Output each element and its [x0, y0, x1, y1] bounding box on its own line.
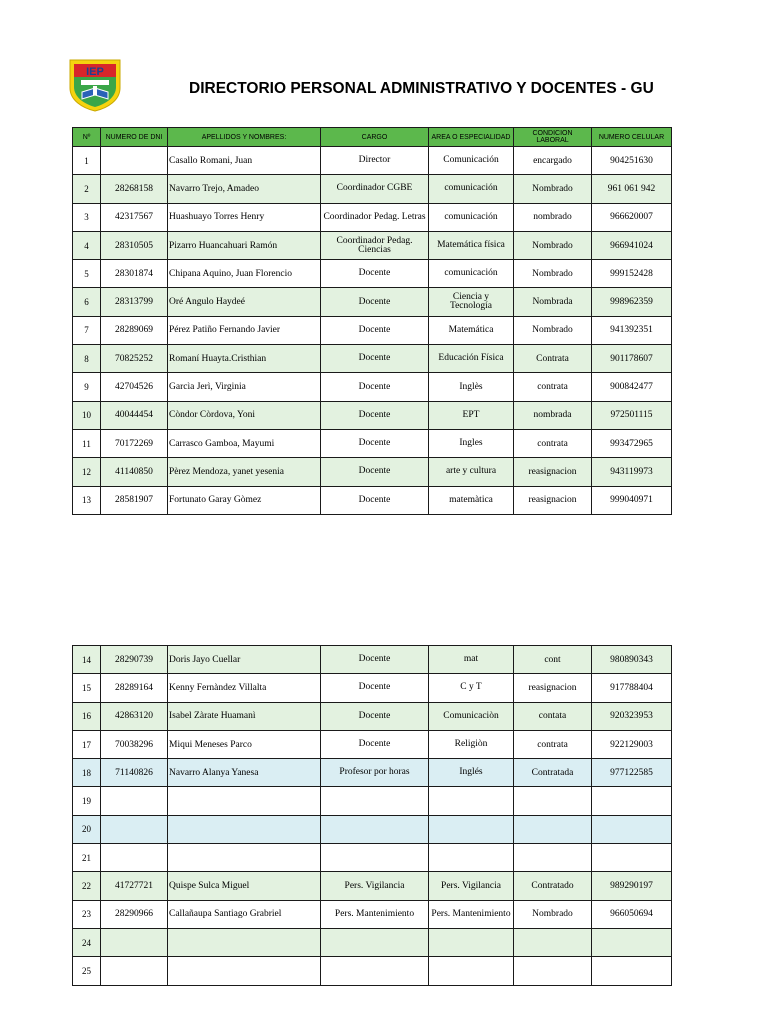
cell-area — [429, 928, 514, 956]
header-area: AREA O ESPECIALIDAD — [429, 128, 514, 147]
cell-dni: 28310505 — [101, 231, 168, 259]
cell-condicion: reasignacion — [514, 486, 592, 514]
cell-cargo: Docente — [321, 486, 429, 514]
cell-dni — [101, 844, 168, 872]
cell-dni: 28581907 — [101, 486, 168, 514]
table-row — [73, 260, 672, 288]
cell-celular: 972501115 — [592, 401, 672, 429]
cell-condicion: nombrado — [514, 203, 592, 231]
cell-dni — [101, 957, 168, 985]
cell-area: Comunicaciòn — [429, 702, 514, 730]
cell-cargo: Pers. Mantenimiento — [321, 900, 429, 928]
table-row — [73, 674, 672, 702]
cell-condicion — [514, 787, 592, 815]
cell-area: comunicación — [429, 260, 514, 288]
cell-cargo: Docente — [321, 288, 429, 316]
cell-area: Matemática física — [429, 231, 514, 259]
cell-nro: 3 — [73, 203, 101, 231]
cell-dni: 28290966 — [101, 900, 168, 928]
cell-nro: 16 — [73, 702, 101, 730]
cell-condicion: nombrada — [514, 401, 592, 429]
cell-name: Pizarro Huancahuari Ramón — [168, 231, 321, 259]
cell-celular: 920323953 — [592, 702, 672, 730]
cell-dni: 28290739 — [101, 646, 168, 674]
cell-nro: 18 — [73, 759, 101, 787]
cell-dni: 42863120 — [101, 702, 168, 730]
school-logo — [66, 56, 124, 112]
cell-cargo — [321, 815, 429, 843]
cell-cargo: Coordinador Pedag. Letras — [321, 203, 429, 231]
cell-celular: 904251630 — [592, 147, 672, 175]
header-nro: Nº — [73, 128, 101, 147]
cell-nro: 15 — [73, 674, 101, 702]
cell-name — [168, 957, 321, 985]
cell-nro: 5 — [73, 260, 101, 288]
cell-area: Ciencia y Tecnología — [429, 288, 514, 316]
cell-area: comunicación — [429, 203, 514, 231]
cell-area — [429, 844, 514, 872]
table-row — [73, 429, 672, 457]
cell-condicion: contrata — [514, 373, 592, 401]
cell-dni: 40044454 — [101, 401, 168, 429]
cell-cargo: Docente — [321, 646, 429, 674]
cell-area — [429, 815, 514, 843]
table-row — [73, 900, 672, 928]
cell-name — [168, 928, 321, 956]
cell-name: Callañaupa Santiago Grabriel — [168, 900, 321, 928]
cell-dni — [101, 815, 168, 843]
table-row — [73, 373, 672, 401]
cell-area: Inglés — [429, 759, 514, 787]
staff-table-continued — [72, 645, 672, 986]
table-row — [73, 231, 672, 259]
table-row — [73, 957, 672, 985]
header-cargo: CARGO — [321, 128, 429, 147]
table-row — [73, 175, 672, 203]
cell-name — [168, 787, 321, 815]
cell-name: Navarro Alanya Yanesa — [168, 759, 321, 787]
cell-celular — [592, 957, 672, 985]
cell-celular: 989290197 — [592, 872, 672, 900]
cell-cargo: Pers. Vigilancia — [321, 872, 429, 900]
cell-celular: 977122585 — [592, 759, 672, 787]
cell-dni: 42317567 — [101, 203, 168, 231]
cell-name — [168, 844, 321, 872]
cell-nro: 13 — [73, 486, 101, 514]
cell-celular: 941392351 — [592, 316, 672, 344]
cell-cargo: Director — [321, 147, 429, 175]
cell-name: Romaní Huayta.Cristhian — [168, 345, 321, 373]
cell-cargo — [321, 957, 429, 985]
cell-condicion: Nombrado — [514, 175, 592, 203]
cell-celular: 999040971 — [592, 486, 672, 514]
cell-celular: 901178607 — [592, 345, 672, 373]
cell-condicion: contrata — [514, 429, 592, 457]
cell-dni: 71140826 — [101, 759, 168, 787]
cell-name: Doris Jayo Cuellar — [168, 646, 321, 674]
cell-celular: 966941024 — [592, 231, 672, 259]
cell-nro: 11 — [73, 429, 101, 457]
cell-cargo — [321, 928, 429, 956]
cell-condicion: Nombrado — [514, 900, 592, 928]
cell-area: matemàtica — [429, 486, 514, 514]
page-title: DIRECTORIO PERSONAL ADMINISTRATIVO Y DOCENTES - GU — [189, 80, 654, 97]
cell-celular: 966620007 — [592, 203, 672, 231]
cell-nro: 4 — [73, 231, 101, 259]
cell-dni: 28289164 — [101, 674, 168, 702]
cell-area: Ingles — [429, 429, 514, 457]
cell-nro: 20 — [73, 815, 101, 843]
cell-name: Fortunato Garay Gòmez — [168, 486, 321, 514]
cell-cargo: Coordinador CGBE — [321, 175, 429, 203]
cell-name: Oré Angulo Haydeé — [168, 288, 321, 316]
cell-nro: 19 — [73, 787, 101, 815]
cell-name: Navarro Trejo, Amadeo — [168, 175, 321, 203]
cell-condicion: reasignacion — [514, 458, 592, 486]
cell-celular: 993472965 — [592, 429, 672, 457]
cell-condicion: Nombrado — [514, 260, 592, 288]
table-row — [73, 458, 672, 486]
cell-name: Kenny Fernàndez Villalta — [168, 674, 321, 702]
cell-name: Huashuayo Torres Henry — [168, 203, 321, 231]
cell-condicion: Nombrada — [514, 288, 592, 316]
cell-name: Quispe Sulca Miguel — [168, 872, 321, 900]
cell-celular — [592, 787, 672, 815]
header-celular: NUMERO CELULAR — [592, 128, 672, 147]
cell-dni: 28301874 — [101, 260, 168, 288]
cell-celular — [592, 815, 672, 843]
cell-nro: 9 — [73, 373, 101, 401]
cell-condicion — [514, 957, 592, 985]
cell-celular: 998962359 — [592, 288, 672, 316]
cell-condicion: cont — [514, 646, 592, 674]
cell-dni: 28313799 — [101, 288, 168, 316]
table-row — [73, 730, 672, 758]
cell-nro: 24 — [73, 928, 101, 956]
table-row — [73, 316, 672, 344]
cell-area — [429, 957, 514, 985]
cell-name: Pérez Patiño Fernando Javier — [168, 316, 321, 344]
cell-condicion — [514, 844, 592, 872]
table-row — [73, 646, 672, 674]
cell-nro: 14 — [73, 646, 101, 674]
cell-nro: 1 — [73, 147, 101, 175]
cell-nro: 6 — [73, 288, 101, 316]
table-row — [73, 872, 672, 900]
cell-celular: 922129003 — [592, 730, 672, 758]
cell-name: Chipana Aquino, Juan Florencio — [168, 260, 321, 288]
cell-condicion: contata — [514, 702, 592, 730]
cell-cargo: Docente — [321, 401, 429, 429]
cell-dni: 41727721 — [101, 872, 168, 900]
table-row — [73, 147, 672, 175]
cell-dni: 28268158 — [101, 175, 168, 203]
cell-name: Carrasco Gamboa, Mayumi — [168, 429, 321, 457]
staff-table — [72, 127, 672, 515]
cell-area: Inglès — [429, 373, 514, 401]
cell-nro: 23 — [73, 900, 101, 928]
cell-name — [168, 815, 321, 843]
cell-dni — [101, 147, 168, 175]
cell-nro: 7 — [73, 316, 101, 344]
cell-area: Comunicación — [429, 147, 514, 175]
table-row — [73, 345, 672, 373]
cell-name: Pèrez Mendoza, yanet yesenia — [168, 458, 321, 486]
cell-nro: 8 — [73, 345, 101, 373]
cell-area: Pers. Mantenimiento — [429, 900, 514, 928]
cell-area: Educación Física — [429, 345, 514, 373]
cell-nro: 21 — [73, 844, 101, 872]
table-row — [73, 486, 672, 514]
cell-cargo: Docente — [321, 373, 429, 401]
cell-dni — [101, 928, 168, 956]
cell-name: Casallo Romani, Juan — [168, 147, 321, 175]
cell-cargo: Docente — [321, 345, 429, 373]
cell-dni: 42704526 — [101, 373, 168, 401]
cell-condicion — [514, 928, 592, 956]
cell-nro: 25 — [73, 957, 101, 985]
header-condicion: CONDICION LABORAL — [514, 128, 592, 147]
cell-area: C y T — [429, 674, 514, 702]
cell-celular: 917788404 — [592, 674, 672, 702]
cell-condicion: Contratada — [514, 759, 592, 787]
cell-nro: 17 — [73, 730, 101, 758]
cell-condicion: Contratado — [514, 872, 592, 900]
cell-cargo: Docente — [321, 702, 429, 730]
cell-dni: 41140850 — [101, 458, 168, 486]
cell-name: Garcìa Jerì, Virginia — [168, 373, 321, 401]
cell-cargo: Docente — [321, 730, 429, 758]
svg-text:IEP: IEP — [86, 66, 104, 78]
cell-nro: 2 — [73, 175, 101, 203]
cell-area: Pers. Vigilancia — [429, 872, 514, 900]
cell-cargo: Docente — [321, 316, 429, 344]
cell-cargo: Docente — [321, 260, 429, 288]
cell-nro: 12 — [73, 458, 101, 486]
header-dni: NUMERO DE DNI — [101, 128, 168, 147]
table-row — [73, 787, 672, 815]
cell-name: Isabel Zàrate Huamanì — [168, 702, 321, 730]
table-row — [73, 288, 672, 316]
cell-area: mat — [429, 646, 514, 674]
table-row — [73, 759, 672, 787]
cell-cargo: Profesor por horas — [321, 759, 429, 787]
cell-condicion: contrata — [514, 730, 592, 758]
cell-celular — [592, 928, 672, 956]
cell-nro: 10 — [73, 401, 101, 429]
cell-celular: 966050694 — [592, 900, 672, 928]
cell-dni — [101, 787, 168, 815]
cell-condicion: encargado — [514, 147, 592, 175]
cell-area: Matemática — [429, 316, 514, 344]
cell-area — [429, 787, 514, 815]
cell-name: Miqui Meneses Parco — [168, 730, 321, 758]
cell-condicion: reasignacion — [514, 674, 592, 702]
cell-nro: 22 — [73, 872, 101, 900]
cell-dni: 28289069 — [101, 316, 168, 344]
cell-dni: 70172269 — [101, 429, 168, 457]
cell-condicion: Nombrado — [514, 231, 592, 259]
table-header — [73, 128, 672, 147]
cell-celular: 999152428 — [592, 260, 672, 288]
cell-area: arte y cultura — [429, 458, 514, 486]
table-row — [73, 815, 672, 843]
table-row — [73, 401, 672, 429]
header-name: APELLIDOS Y NOMBRES: — [168, 128, 321, 147]
cell-cargo: Docente — [321, 429, 429, 457]
table-row — [73, 702, 672, 730]
cell-cargo — [321, 787, 429, 815]
cell-celular: 943119973 — [592, 458, 672, 486]
cell-celular: 961 061 942 — [592, 175, 672, 203]
cell-dni: 70038296 — [101, 730, 168, 758]
cell-cargo: Docente — [321, 458, 429, 486]
cell-condicion: Nombrado — [514, 316, 592, 344]
cell-name: Còndor Còrdova, Yoni — [168, 401, 321, 429]
cell-celular: 900842477 — [592, 373, 672, 401]
cell-cargo: Docente — [321, 674, 429, 702]
cell-cargo — [321, 844, 429, 872]
cell-condicion — [514, 815, 592, 843]
cell-area: EPT — [429, 401, 514, 429]
cell-condicion: Contrata — [514, 345, 592, 373]
cell-celular: 980890343 — [592, 646, 672, 674]
table-row — [73, 844, 672, 872]
cell-dni: 70825252 — [101, 345, 168, 373]
table-row — [73, 203, 672, 231]
cell-celular — [592, 844, 672, 872]
cell-cargo: Coordinador Pedag. Ciencias — [321, 231, 429, 259]
cell-area: comunicación — [429, 175, 514, 203]
cell-area: Religiòn — [429, 730, 514, 758]
table-row — [73, 928, 672, 956]
